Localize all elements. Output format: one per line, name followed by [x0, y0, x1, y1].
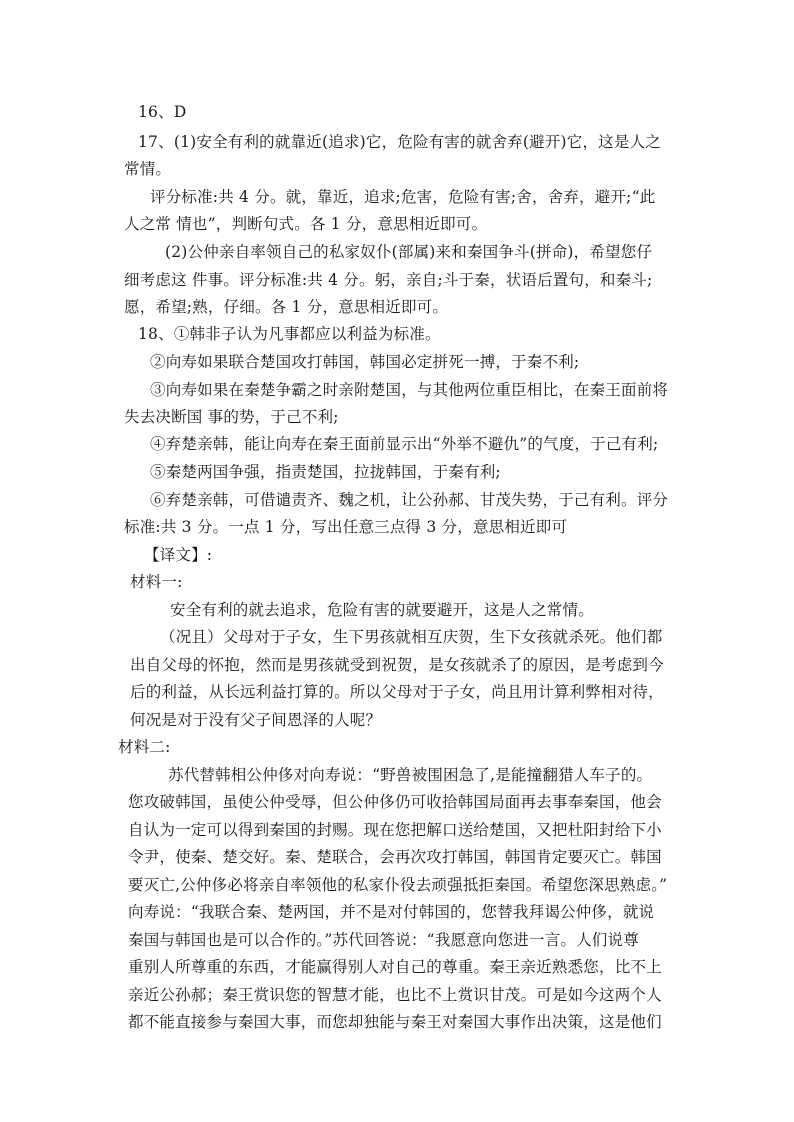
answer-18-point3-cont: 失去决断国 事的势，于己不利; [124, 408, 339, 426]
material-two-line7: 秦国与韩国也是可以合作的。”苏代回答说：“我愿意向您进一言。人们说尊 [128, 931, 639, 949]
material-two-line10: 都不能直接参与秦国大事，而您却独能与秦王对秦国大事作出决策，这是他们 [128, 1013, 662, 1031]
material-two-line2: 您攻破韩国，虽使公仲受辱，但公仲侈仍可收拾韩国局面再去事奉秦国，他会 [128, 793, 662, 811]
answer-18-point1: 18、①韩非子认为凡事都应以利益为标准。 [138, 325, 441, 343]
answer-18-point5: ⑤秦楚两国争强，指责楚国，拉拢韩国，于秦有利; [150, 463, 501, 481]
answer-18-point4: ④弃楚亲韩，能让向寿在秦王面前显示出“外举不避仇”的气度，于己有利; [150, 435, 659, 453]
answer-18-point3: ③向寿如果在秦楚争霸之时亲附楚国，与其他两位重臣相比，在秦王面前将 [150, 381, 669, 399]
material-two-line5: 要灭亡,公仲侈必将亲自率领他的私家仆役去顽强抵拒秦国。希望您深思熟虑。” [128, 876, 668, 894]
material-two-line1: 苏代替韩相公仲侈对向寿说：“野兽被围困急了,是能撞翻猎人车子的。 [168, 766, 653, 784]
material-one-line5: 何况是对于没有父子间恩泽的人呢？ [130, 711, 382, 729]
answer-17-part1: 17、(1)安全有利的就靠近(追求)它，危险有害的就舍弃(避开)它，这是人之 [138, 133, 661, 151]
scoring-17-part1: 评分标准:共 4 分。就，靠近，追求;危害，危险有害;舍，舍弃，避开;“此 [150, 188, 656, 206]
material-two-line3: 自认为一定可以得到秦国的封赐。现在您把解口送给楚国，又把杜阳封给下小 [128, 821, 662, 839]
scoring-17-part1-cont: 人之常 情也”，判断句式。各 1 分，意思相近即可。 [124, 215, 488, 233]
material-one-line3: 出自父母的怀抱，然而是男孩就受到祝贺，是女孩就杀了的原因，是考虑到今 [130, 656, 664, 674]
material-two-line6: 向寿说：“我联合秦、楚两国，并不是对付韩国的，您替我拜谒公仲侈，就说 [128, 903, 655, 921]
material-two-line4: 令尹，使秦、楚交好。秦、楚联合，会再次攻打韩国，韩国肯定要灭亡。韩国 [128, 848, 662, 866]
material-two-line8: 重别人所尊重的东西，才能赢得别人对自己的尊重。秦王亲近熟悉您，比不上 [128, 958, 662, 976]
answer-17-part2: (2)公仲亲自率领自己的私家奴仆(部属)来和秦国争斗(拼命)，希望您仔 [165, 243, 653, 261]
answer-17-part2-cont: 细考虑这 件事。评分标准:共 4 分。躬，亲自;斗于秦，状语后置句，和秦斗; [124, 271, 653, 289]
answer-18-point2: ②向寿如果联合楚国攻打韩国，韩国必定拼死一搏，于秦不利; [150, 353, 580, 371]
material-two-label: 材料二: [118, 738, 171, 756]
answer-17-part2-cont2: 愿，希望;熟，仔细。各 1 分，意思相近即可。 [124, 298, 449, 316]
material-one-label: 材料一: [130, 573, 183, 591]
answer-17-part1-cont: 常情。 [124, 160, 172, 178]
answer-16: 16、D [138, 103, 187, 121]
material-one-line2: （况且）父母对于子女，生下男孩就相互庆贺，生下女孩就杀死。他们都 [160, 628, 663, 646]
scoring-18: 标准:共 3 分。一点 1 分，写出任意三点得 3 分，意思相近即可 [124, 518, 568, 536]
material-one-line1: 安全有利的就去追求，危险有害的就要避开，这是人之常情。 [170, 601, 594, 619]
translation-heading: 【译文】: [144, 546, 213, 564]
material-two-line9: 亲近公孙郝；秦王赏识您的智慧才能，也比不上赏识甘茂。可是如今这两个人 [128, 986, 662, 1004]
answer-18-point6: ⑥弃楚亲韩，可借谴责齐、魏之机，让公孙郝、甘茂失势，于己有利。评分 [150, 491, 669, 509]
material-one-line4: 后的利益，从长远利益打算的。所以父母对于子女，尚且用计算利弊相对待， [130, 683, 664, 701]
